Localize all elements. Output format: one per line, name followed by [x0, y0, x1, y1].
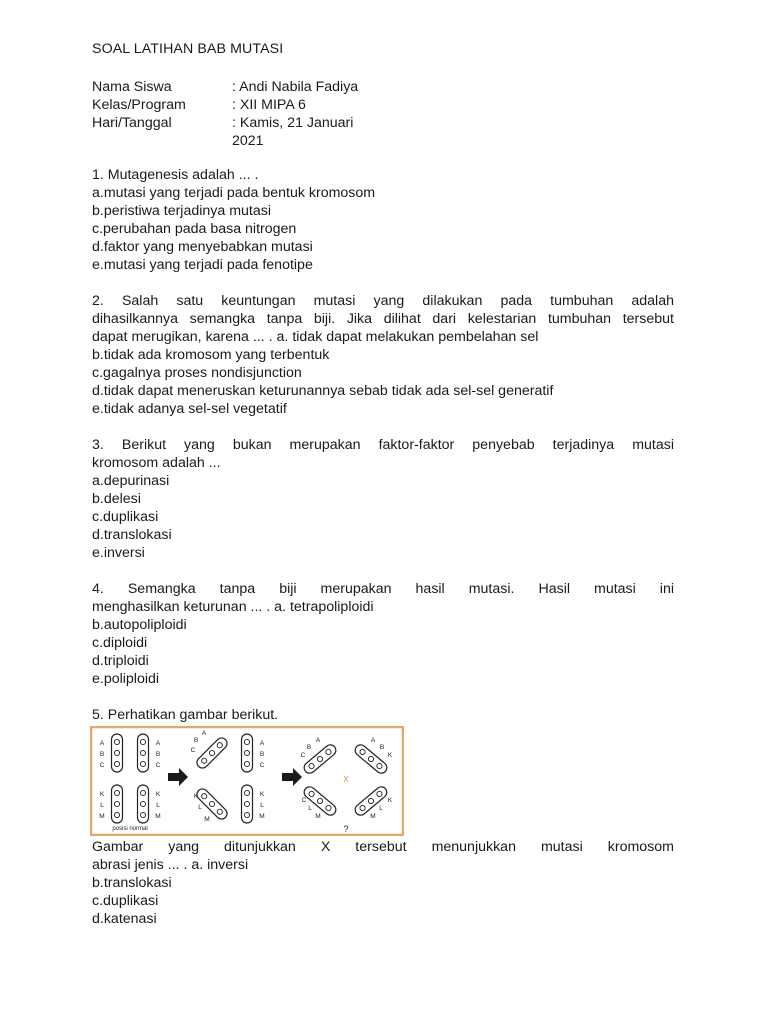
answer-option: e.poliploidi [92, 671, 160, 687]
info-label: Hari/Tanggal [92, 115, 172, 131]
info-label: Nama Siswa [92, 79, 172, 95]
answer-option: b.autopoliploidi [92, 617, 187, 633]
gene-label: C [300, 752, 306, 759]
gene-bead [114, 790, 119, 795]
gene-bead [140, 761, 145, 766]
question-stem: 5. Perhatikan gambar berikut. [92, 707, 279, 723]
answer-option: b.tidak ada kromosom yang terbentuk [92, 347, 330, 363]
gene-label: K [193, 793, 199, 800]
gene-label: C [259, 762, 265, 769]
answer-option: a.mutasi yang terjadi pada bentuk kromosom [92, 185, 376, 201]
info-value: : Kamis, 21 Januari [232, 115, 354, 131]
question-stem-line: 4. Semangka tanpa biji merupakan hasil mutasi. Hasil mutasi ini [92, 581, 674, 597]
answer-option: c.perubahan pada basa nitrogen [92, 221, 297, 237]
gene-label: A [315, 737, 321, 744]
gene-bead [114, 812, 119, 817]
gene-bead [244, 812, 249, 817]
gene-label: B [306, 744, 312, 751]
answer-option: c.diploidi [92, 635, 148, 651]
gene-label: M [99, 813, 105, 820]
gene-bead [244, 801, 249, 806]
chromosome-top-left [112, 734, 123, 772]
answer-option: a.depurinasi [92, 473, 170, 489]
question-stem-line: dihasilkannya semangka tanpa biji. Jika dilihat dari kelestarian tumbuhan tersebut [92, 311, 674, 327]
gene-label: M [155, 813, 161, 820]
gene-bead [244, 761, 249, 766]
answer-option: e.inversi [92, 545, 145, 561]
gene-label: C [99, 762, 105, 769]
gene-label: L [156, 802, 160, 809]
gene-label: K [259, 791, 265, 798]
answer-option: e.tidak adanya sel-sel vegetatif [92, 401, 287, 417]
gene-label: K [155, 791, 161, 798]
gene-label: A [155, 740, 161, 747]
answer-option: d.translokasi [92, 527, 172, 543]
chromosome-figure [90, 726, 404, 836]
gene-label: B [99, 751, 105, 758]
answer-option: d.katenasi [92, 911, 157, 927]
gene-label: L [379, 805, 383, 812]
answer-option: b.peristiwa terjadinya mutasi [92, 203, 271, 219]
question-stem-line: dapat merugikan, karena ... . a. tidak dapat melakukan pembelahan sel [92, 329, 539, 345]
chromosome-bottom-right [138, 785, 149, 823]
question-3 [92, 436, 674, 562]
gene-bead [114, 739, 119, 744]
gene-label: M [204, 816, 210, 823]
gene-bead [244, 739, 249, 744]
info-value: 2021 [232, 133, 264, 149]
answer-option: d.triploidi [92, 653, 149, 669]
gene-bead [244, 790, 249, 795]
gene-label: B [259, 751, 265, 758]
gene-bead [140, 790, 145, 795]
gene-label: C [155, 762, 161, 769]
answer-option: b.delesi [92, 491, 141, 507]
question-4 [92, 580, 674, 688]
answer-option: c.gagalnya proses nondisjunction [92, 365, 302, 381]
question-stem-line: 3. Berikut yang bukan merupakan faktor-faktor penyebab terjadinya mutasi [92, 437, 674, 453]
question-mark-label: ? [343, 824, 349, 834]
question-2 [92, 292, 674, 418]
gene-label: K [387, 752, 393, 759]
chromosome-top-right [138, 734, 149, 772]
gene-label: A [201, 730, 207, 737]
gene-bead [114, 761, 119, 766]
chromosome-straight-top [242, 734, 253, 772]
question-stem-line: abrasi jenis ... . a. inversi [92, 857, 249, 873]
gene-bead [140, 801, 145, 806]
gene-label: M [370, 813, 376, 820]
gene-label: K [99, 791, 105, 798]
question-stem: 1. Mutagenesis adalah ... . [92, 167, 259, 183]
gene-bead [114, 750, 119, 755]
gene-label: C [190, 747, 196, 754]
answer-option: c.duplikasi [92, 893, 159, 909]
question-stem-line: 2. Salah satu keuntungan mutasi yang dilakukan pada tumbuhan adalah [92, 293, 674, 309]
student-info [92, 78, 674, 150]
answer-option: e.mutasi yang terjadi pada fenotipe [92, 257, 313, 273]
gene-label: L [260, 802, 264, 809]
gene-bead [140, 739, 145, 744]
answer-option: b.translokasi [92, 875, 172, 891]
chromosome-straight-bottom [242, 785, 253, 823]
gene-bead [140, 750, 145, 755]
worksheet-title: SOAL LATIHAN BAB MUTASI [92, 41, 284, 57]
worksheet-page [92, 40, 674, 946]
answer-option: d.faktor yang menyebabkan mutasi [92, 239, 313, 255]
gene-label: M [315, 813, 321, 820]
info-value: : XII MIPA 6 [232, 97, 306, 113]
mark-x-label: X [343, 775, 349, 784]
gene-label: K [387, 797, 393, 804]
question-5 [92, 706, 674, 928]
answer-option: d.tidak dapat meneruskan keturunannya sebab tidak ada sel-sel generatif [92, 383, 554, 399]
question-1 [92, 166, 674, 274]
gene-label: A [259, 740, 265, 747]
gene-label: A [99, 740, 105, 747]
normal-position-caption: posisi normal [112, 826, 148, 832]
question-stem-line: Gambar yang ditunjukkan X tersebut menunjukkan mutasi kromosom [92, 839, 674, 855]
gene-label: L [308, 805, 312, 812]
question-stem-line: menghasilkan keturunan ... . a. tetrapoliploidi [92, 599, 374, 615]
chromosome-bottom-left [112, 785, 123, 823]
gene-label: L [100, 802, 104, 809]
gene-label: L [198, 804, 202, 811]
gene-label: M [259, 813, 265, 820]
answer-option: c.duplikasi [92, 509, 159, 525]
chromosome-diagram [90, 726, 404, 836]
info-label: Kelas/Program [92, 97, 186, 113]
gene-label: A [370, 737, 376, 744]
gene-label: B [379, 744, 385, 751]
gene-bead [244, 750, 249, 755]
gene-label: C [301, 797, 307, 804]
gene-label: B [193, 737, 199, 744]
gene-bead [140, 812, 145, 817]
gene-bead [114, 801, 119, 806]
gene-label: B [155, 751, 161, 758]
question-stem-line: kromosom adalah ... [92, 455, 221, 471]
info-value: : Andi Nabila Fadiya [232, 79, 359, 95]
